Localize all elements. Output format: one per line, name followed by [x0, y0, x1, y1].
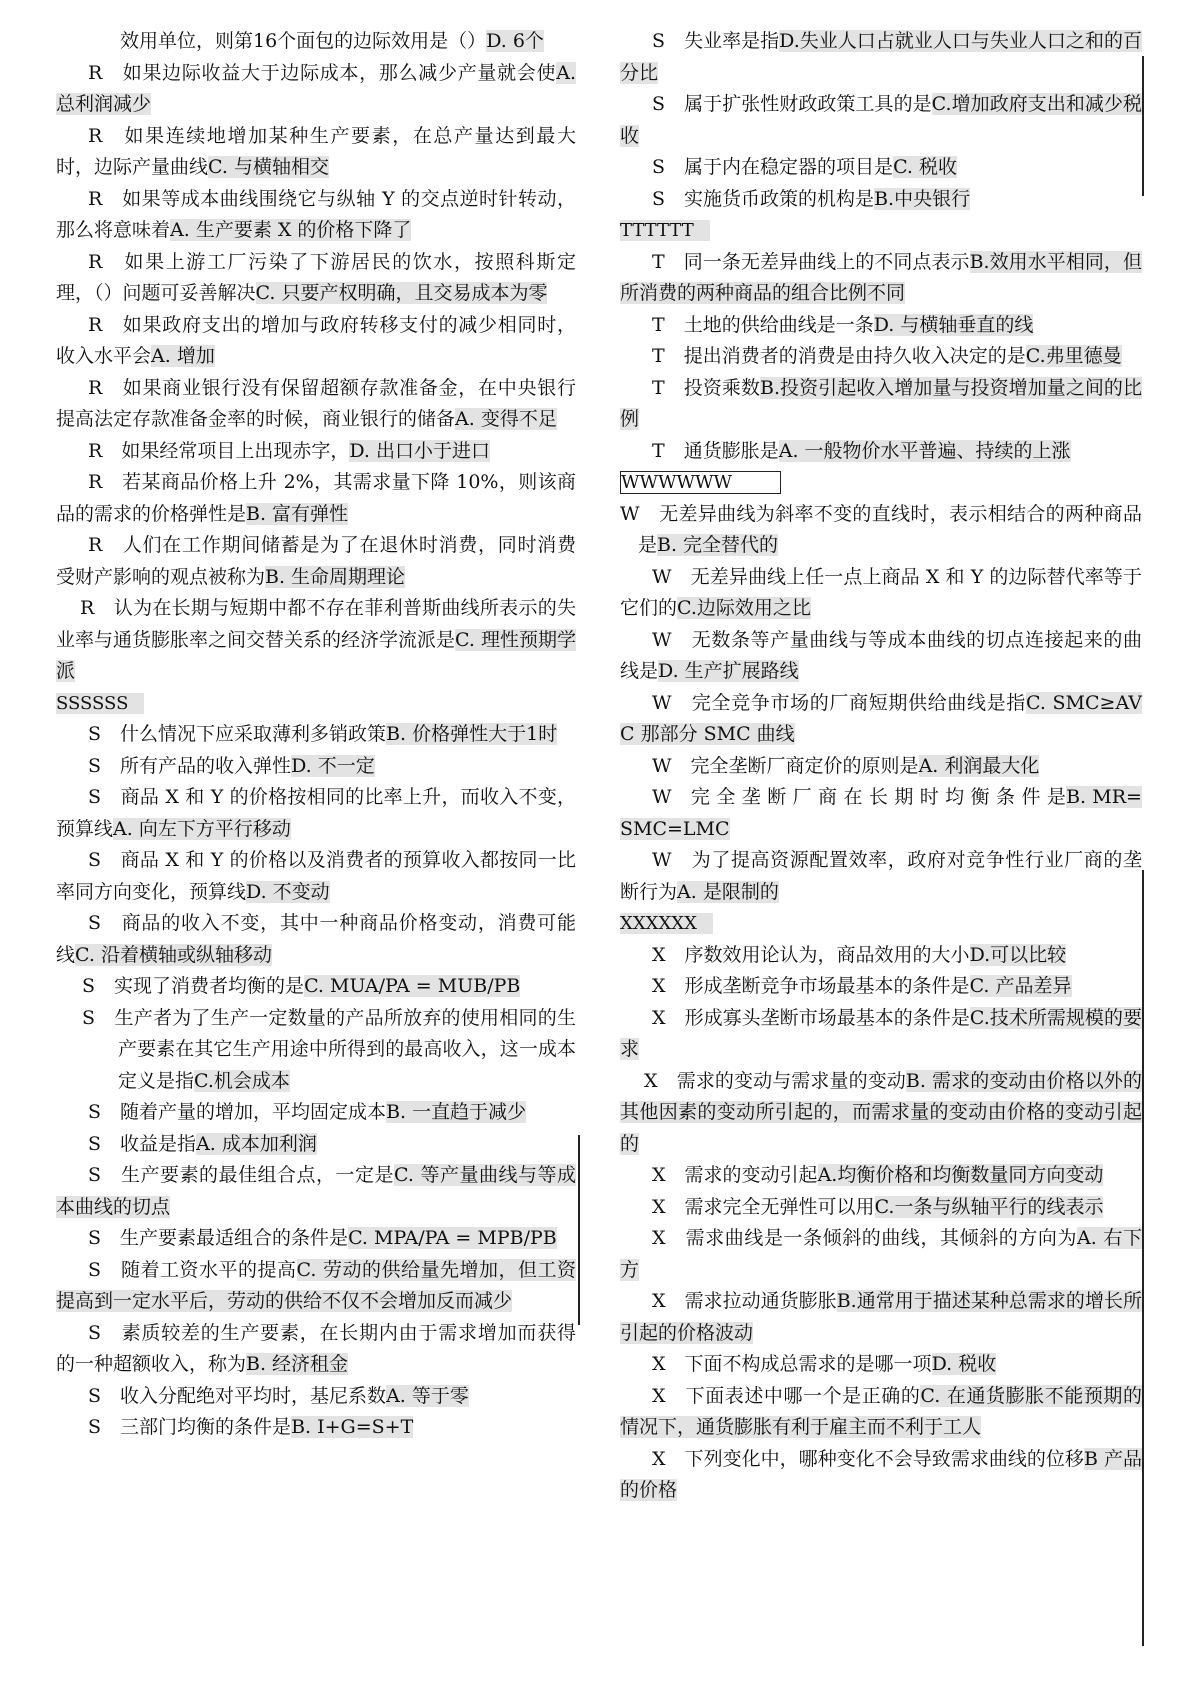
answer-highlight: B.效用水平相同，但所消费的两种商品的组合比例不同 [620, 250, 1142, 304]
question-entry [620, 373, 1142, 436]
question-text: 如果政府支出的增加与政府转移支付的减少相同时，收入水平会 [56, 313, 576, 367]
question-text: 商品 X 和 Y 的价格按相同的比率上升，而收入不变，预算线 [56, 786, 576, 840]
question-text: 人们在工作期间储蓄是为了在退休时消费，同时消费受财产影响的观点被称为 [56, 534, 576, 588]
index-letter: R [88, 250, 103, 273]
answer-highlight: C. 只要产权明确，且交易成本为零 [255, 282, 548, 304]
answer-highlight: C.技术所需规模的要求 [620, 1006, 1142, 1060]
question-entry [620, 1223, 1142, 1286]
answer-highlight: A. 是限制的 [677, 880, 779, 903]
question-entry [56, 908, 576, 971]
answer-highlight: C. 税收 [893, 156, 958, 178]
question-text: 收入分配绝对平均时，基尼系数 [120, 1384, 387, 1407]
question-text: 无差异曲线为斜率不变的直线时，表示相结合的两种商品是 [638, 502, 1142, 556]
answer-highlight: C. SMC≥AVC 那部分 SMC 曲线 [620, 691, 1142, 745]
question-entry [56, 310, 576, 373]
question-entry [620, 940, 1142, 972]
right-column [620, 26, 1142, 1507]
answer-highlight: C.边际效用之比 [677, 597, 811, 619]
index-letter: T [652, 345, 665, 367]
index-letter: S [88, 723, 102, 745]
question-entry [56, 1381, 576, 1413]
answer-highlight: B.通常用于描述某种总需求的增长所引起的价格波动 [620, 1290, 1142, 1344]
index-letter: S [88, 1321, 102, 1344]
answer-highlight: C. 与横轴相交 [208, 156, 329, 178]
index-letter: W [652, 628, 672, 651]
index-letter: T [652, 376, 665, 399]
index-letter: W [652, 849, 672, 871]
answer-highlight: A. 等于零 [386, 1384, 469, 1407]
answer-highlight: A. 增加 [151, 345, 215, 367]
section-heading [620, 467, 1142, 499]
answer-highlight: B. 完全替代的 [657, 534, 779, 556]
question-text: 完 全 垄 断 厂 商 在 长 期 时 均 衡 条 件 是 [690, 786, 1067, 808]
index-letter: R [80, 597, 95, 619]
question-text: 三部门均衡的条件是 [120, 1416, 292, 1438]
index-letter: X [652, 1353, 666, 1375]
question-text: 完全垄断厂商定价的原则是 [690, 754, 919, 777]
question-text: 实施货币政策的机构是 [684, 187, 875, 210]
answer-highlight: C. 产品差异 [969, 975, 1072, 997]
question-text: 需求的变动与需求量的变动 [676, 1069, 906, 1092]
index-letter: R [88, 124, 103, 147]
index-letter: S [88, 849, 102, 871]
section-heading-text: XXXXXX [620, 913, 713, 934]
question-text: 如果上游工厂污染了下游居民的饮水，按照科斯定理，（）问题可妥善解决 [56, 250, 576, 304]
question-text: 为了提高资源配置效率，政府对竞争性行业厂商的垄断行为 [620, 849, 1142, 903]
question-entry [620, 845, 1142, 908]
question-text: 需求拉动通货膨胀 [684, 1290, 837, 1312]
index-letter: W [620, 502, 640, 525]
index-letter: W [652, 754, 672, 777]
question-text: 如果边际收益大于边际成本，那么减少产量就会使 [122, 61, 557, 84]
question-entry [620, 625, 1142, 688]
index-letter: T [652, 439, 665, 462]
question-text: 无差异曲线上任一点上商品 X 和 Y 的边际替代率等于它们的 [620, 565, 1142, 619]
question-entry [56, 751, 576, 783]
answer-highlight: B 产品的价格 [620, 1447, 1142, 1501]
index-letter: S [88, 1101, 102, 1123]
question-entry [620, 499, 1142, 562]
margin-rule [578, 1135, 580, 1325]
answer-highlight: D. 6个 [486, 30, 544, 52]
question-text: 认为在长期与短期中都不存在菲利普斯曲线所表示的失业率与通货膨胀率之间交替关系的经济学流派是 [56, 597, 576, 651]
question-entry [56, 1003, 576, 1098]
question-entry [56, 971, 576, 1003]
index-letter: S [88, 754, 102, 777]
index-letter: S [88, 912, 102, 934]
answer-highlight: B. 经济租金 [246, 1353, 349, 1375]
answer-highlight: C.增加政府支出和减少税收 [620, 93, 1142, 147]
index-letter: W [652, 565, 672, 588]
question-text: 序数效用论认为，商品效用的大小 [684, 943, 970, 966]
index-letter: S [652, 156, 666, 178]
question-entry [620, 751, 1142, 783]
answer-highlight: C. 等产量曲线与等成本曲线的切点 [56, 1164, 576, 1218]
question-entry [56, 373, 576, 436]
answer-highlight: C.一条与纵轴平行的线表示 [874, 1195, 1104, 1218]
question-text: 如果商业银行没有保留超额存款准备金，在中央银行提高法定存款准备金率的时候，商业银行的储备 [56, 376, 576, 430]
question-entry [620, 341, 1142, 373]
question-entry [56, 58, 576, 121]
question-text: 如果经常项目上出现赤字， [121, 439, 350, 462]
index-letter: S [82, 1006, 96, 1029]
question-entry [620, 89, 1142, 152]
answer-highlight: A.均衡价格和均衡数量同方向变动 [817, 1164, 1104, 1186]
question-text: 商品 X 和 Y 的价格以及消费者的预算收入都按同一比率同方向变化，预算线 [56, 849, 576, 903]
question-text: 无数条等产量曲线与等成本曲线的切点连接起来的曲线是 [620, 628, 1142, 682]
question-entry [56, 247, 576, 310]
question-entry [56, 1223, 576, 1255]
index-letter: T [652, 313, 665, 336]
question-text: 投资乘数 [683, 376, 760, 399]
question-entry [620, 1349, 1142, 1381]
section-heading-text: WWWWWW [620, 471, 781, 494]
question-text: 形成寡头垄断市场最基本的条件是 [684, 1006, 970, 1029]
question-text: 下列变化中，哪种变化不会导致需求曲线的位移 [684, 1447, 1084, 1470]
question-text: 实现了消费者均衡的是 [114, 975, 305, 997]
index-letter: T [652, 250, 665, 273]
index-letter: X [652, 943, 666, 966]
index-letter: R [88, 534, 103, 556]
question-text: 需求曲线是一条倾斜的曲线，其倾斜的方向为 [685, 1227, 1078, 1249]
answer-highlight: A. 总利润减少 [56, 61, 576, 115]
index-letter: X [652, 1290, 666, 1312]
question-entry [56, 782, 576, 845]
question-text: 属于扩张性财政政策工具的是 [684, 93, 932, 115]
answer-highlight: A. 向左下方平行移动 [113, 817, 291, 840]
answer-highlight: D. 与横轴垂直的线 [873, 313, 1034, 336]
answer-highlight: D. 不变动 [246, 880, 330, 903]
index-letter: W [652, 786, 672, 808]
question-entry [56, 467, 576, 530]
question-entry [56, 1160, 576, 1223]
index-letter: S [652, 187, 666, 210]
question-text: 商品的收入不变，其中一种商品价格变动，消费可能线 [56, 912, 576, 966]
question-text: 素质较差的生产要素，在长期内由于需求增加而获得的一种超额收入，称为 [56, 1321, 576, 1375]
answer-highlight: A. 右下方 [620, 1227, 1142, 1281]
answer-highlight: D.可以比较 [969, 943, 1067, 966]
question-entry [620, 1444, 1142, 1507]
question-entry [56, 121, 576, 184]
question-text: 土地的供给曲线是一条 [683, 313, 874, 336]
question-entry [620, 1192, 1142, 1224]
question-text: 随着工资水平的提高 [121, 1258, 297, 1281]
index-letter: X [652, 1384, 666, 1407]
index-letter: S [652, 30, 666, 52]
question-entry [620, 782, 1142, 845]
index-letter: R [88, 313, 103, 336]
index-letter: S [88, 786, 102, 808]
question-text: 同一条无差异曲线上的不同点表示 [683, 250, 970, 273]
question-entry [620, 1066, 1142, 1161]
index-letter: X [652, 1006, 666, 1029]
index-letter: X [652, 1227, 666, 1249]
question-text: 下面不构成总需求的是哪一项 [684, 1353, 932, 1375]
section-heading [56, 688, 576, 720]
question-entry [620, 184, 1142, 216]
answer-highlight: C. 理性预期学派 [56, 628, 576, 682]
index-letter: R [88, 61, 103, 84]
index-letter: X [652, 1164, 666, 1186]
question-text: 生产者为了生产一定数量的产品所放弃的使用相同的生产要素在其它生产用途中所得到的最高收入，这一成本定义是指 [114, 1006, 576, 1092]
question-text: 如果连续地增加某种生产要素，在总产量达到最大时，边际产量曲线 [56, 124, 576, 178]
index-letter: X [652, 975, 666, 997]
question-entry [56, 530, 576, 593]
question-entry [620, 562, 1142, 625]
answer-highlight: A. 成本加利润 [196, 1132, 317, 1155]
question-text: 若某商品价格上升 2%，其需求量下降 10%，则该商品的需求的价格弹性是 [56, 471, 576, 525]
answer-highlight: B. 富有弹性 [246, 502, 349, 525]
answer-highlight: A. 变得不足 [455, 408, 557, 430]
question-entry [56, 1412, 576, 1444]
section-heading [620, 908, 1142, 940]
question-entry [620, 436, 1142, 468]
index-letter: R [88, 376, 103, 399]
question-entry [620, 152, 1142, 184]
section-heading [620, 215, 1142, 247]
answer-highlight: C. 在通货膨胀不能预期的情况下，通货膨胀有利于雇主而不利于工人 [620, 1384, 1142, 1438]
question-text: 生产要素的最佳组合点，一定是 [121, 1164, 395, 1186]
question-entry [56, 1129, 576, 1161]
answer-highlight: D. 出口小于进口 [349, 439, 490, 462]
index-letter: W [652, 691, 672, 714]
question-entry [620, 247, 1142, 310]
question-entry [620, 1003, 1142, 1066]
margin-rule [1142, 56, 1144, 196]
question-text: 什么情况下应采取薄利多销政策 [120, 723, 387, 745]
question-entry [620, 688, 1142, 751]
index-letter: R [88, 439, 103, 462]
question-entry [620, 971, 1142, 1003]
question-text: 收益是指 [120, 1132, 197, 1155]
question-entry [620, 1286, 1142, 1349]
answer-highlight: D. 不一定 [291, 754, 375, 777]
question-entry [620, 1160, 1142, 1192]
answer-highlight: B. 一直趋于减少 [386, 1101, 527, 1123]
question-text: 如果等成本曲线围绕它与纵轴 Y 的交点逆时针转动，那么将意味着 [56, 187, 576, 241]
question-text: 所有产品的收入弹性 [120, 754, 292, 777]
answer-highlight: C.弗里德曼 [1025, 345, 1122, 367]
question-text: 通货膨胀是 [683, 439, 779, 462]
question-entry [620, 310, 1142, 342]
question-entry [56, 184, 576, 247]
section-heading-text: SSSSSS [56, 693, 144, 714]
answer-highlight: B. 需求的变动由价格以外的其他因素的变动所引起的，而需求量的变动由价格的变动引起的 [620, 1069, 1142, 1155]
question-text: 生产要素最适组合的条件是 [120, 1227, 349, 1249]
answer-highlight: C. 沿着横轴或纵轴移动 [75, 943, 272, 966]
answer-highlight: B. MR=SMC=LMC [620, 786, 1142, 840]
question-text: 提出消费者的消费是由持久收入决定的是 [683, 345, 1026, 367]
answer-highlight: D.失业人口占就业人口与失业人口之和的百分比 [620, 30, 1142, 84]
answer-highlight: B. I+G=S+T [291, 1416, 414, 1438]
question-text: 需求完全无弹性可以用 [684, 1195, 875, 1218]
question-text: 形成垄断竞争市场最基本的条件是 [684, 975, 970, 997]
question-entry [56, 845, 576, 908]
index-letter: S [652, 93, 666, 115]
answer-highlight: B. 生命周期理论 [265, 565, 406, 588]
question-text: 效用单位，则第16个面包的边际效用是（） [120, 30, 487, 52]
answer-highlight: B.中央银行 [874, 187, 971, 210]
answer-highlight: D. 税收 [931, 1353, 997, 1375]
left-column [56, 26, 576, 1444]
answer-highlight: C.机会成本 [194, 1069, 290, 1092]
index-letter: S [82, 975, 96, 997]
question-entry [620, 26, 1142, 89]
margin-rule [1142, 870, 1144, 1646]
answer-highlight: C. MPA/PA = MPB/PB [348, 1227, 557, 1249]
index-letter: S [88, 1164, 102, 1186]
index-letter: S [88, 1258, 102, 1281]
question-text: 下面表述中哪一个是正确的 [685, 1384, 921, 1407]
index-letter: X [652, 1195, 666, 1218]
question-entry [56, 26, 576, 58]
answer-highlight: B.投资引起收入增加量与投资增加量之间的比例 [620, 376, 1142, 430]
answer-highlight: B. 价格弹性大于1时 [386, 723, 558, 745]
answer-highlight: A. 一般物价水平普遍、持续的上涨 [778, 439, 1071, 462]
index-letter: S [88, 1384, 102, 1407]
section-heading-text: TTTTTT [620, 220, 710, 241]
index-letter: X [652, 1447, 666, 1470]
question-entry [56, 593, 576, 688]
question-entry [56, 719, 576, 751]
question-text: 随着产量的增加，平均固定成本 [120, 1101, 387, 1123]
question-text: 失业率是指 [684, 30, 780, 52]
question-text: 完全竞争市场的厂商短期供给曲线是指 [691, 691, 1026, 714]
question-text: 需求的变动引起 [684, 1164, 818, 1186]
question-entry [56, 1318, 576, 1381]
answer-highlight: A. 利润最大化 [918, 754, 1040, 777]
question-entry [56, 436, 576, 468]
answer-highlight: A. 生产要素 X 的价格下降了 [170, 219, 412, 241]
answer-highlight: C. 劳动的供给量先增加，但工资提高到一定水平后，劳动的供给不仅不会增加反而减少 [56, 1258, 576, 1312]
index-letter: X [644, 1069, 658, 1092]
question-entry [56, 1097, 576, 1129]
answer-highlight: D. 生产扩展路线 [658, 660, 799, 682]
question-entry [56, 1255, 576, 1318]
index-letter: S [88, 1132, 102, 1155]
question-text: 属于内在稳定器的项目是 [684, 156, 894, 178]
answer-highlight: C. MUA/PA = MUB/PB [304, 975, 521, 997]
index-letter: R [88, 471, 103, 493]
question-entry [620, 1381, 1142, 1444]
index-letter: R [88, 187, 103, 210]
index-letter: S [88, 1227, 102, 1249]
index-letter: S [88, 1416, 102, 1438]
